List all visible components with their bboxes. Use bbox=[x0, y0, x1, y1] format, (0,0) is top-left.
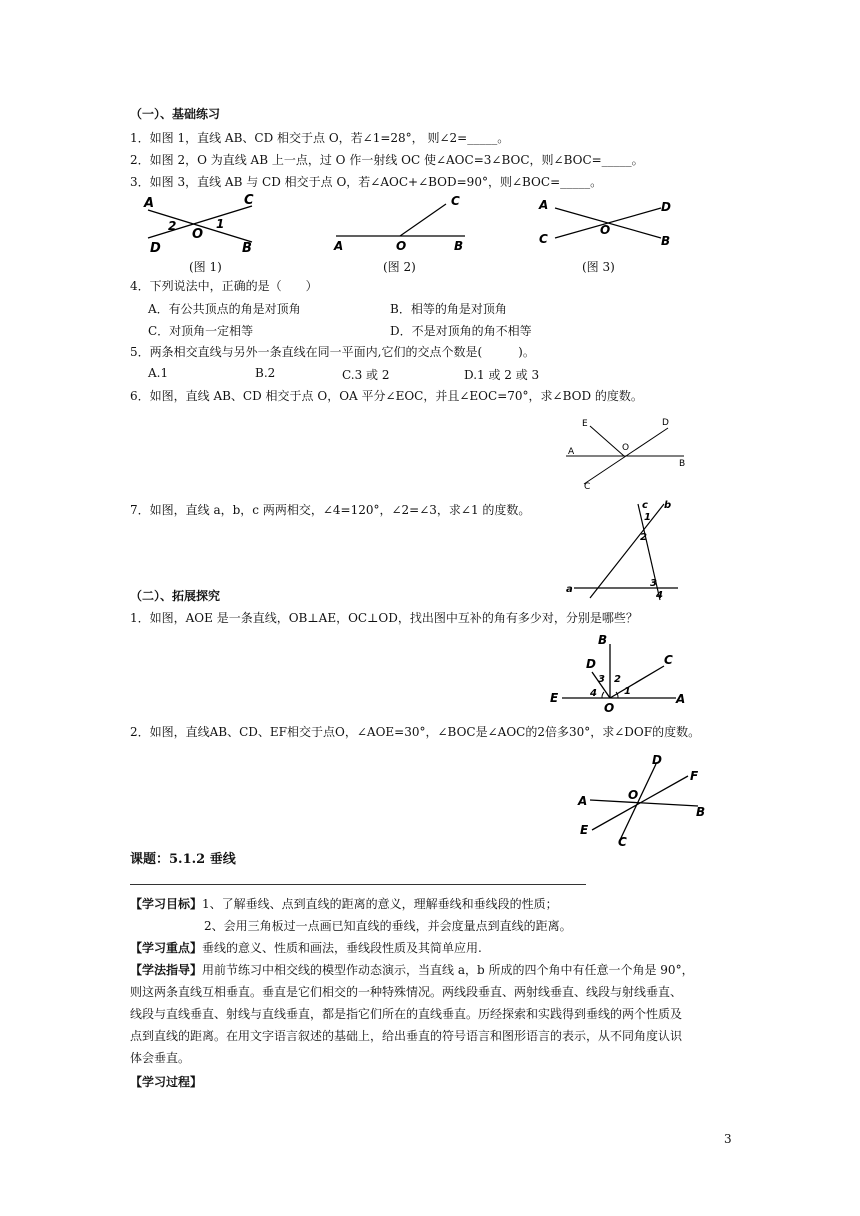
figq7-angle-2: 2 bbox=[640, 532, 647, 543]
question-4: 4．下列说法中，正确的是（ ） bbox=[130, 279, 318, 293]
figs1-label-E: E bbox=[550, 691, 559, 705]
fig2-label-C: C bbox=[451, 194, 460, 208]
fig1-angle-2: 2 bbox=[168, 219, 177, 233]
figq7-angle-1: 1 bbox=[644, 512, 651, 523]
question-2: 2．如图 2，O 为直线 AB 上一点，过 O 作一射线 OC 使∠AOC=3∠BOC，则∠BOC=_____。 bbox=[130, 153, 644, 167]
figs2-label-E: E bbox=[580, 823, 589, 837]
q5-option-a: A.1 bbox=[148, 366, 169, 380]
q5-option-c: C.3 或 2 bbox=[342, 368, 390, 382]
fig3-label-O: O bbox=[600, 223, 611, 237]
figure-extension-2 bbox=[574, 750, 714, 850]
figs2-label-F: F bbox=[690, 769, 699, 783]
study-guide-line-4: 点到直线的距离。在用文字语言叙述的基础上，给出垂直的符号语言和图形语言的表示，从不同角度认识 bbox=[130, 1029, 683, 1043]
figq7-label-b: b bbox=[664, 500, 672, 511]
fig1-label-O: O bbox=[192, 227, 204, 242]
figs2-label-O: O bbox=[628, 788, 639, 802]
figs1-angle-4: 4 bbox=[590, 688, 597, 699]
page-number: 3 bbox=[724, 1132, 732, 1146]
study-guide-line-3: 线段与直线垂直、射线与直线垂直，都是指它们所在的直线垂直。历经探索和实践得到垂线的两个性质及 bbox=[130, 1007, 683, 1021]
figq7-label-c: c bbox=[642, 500, 648, 511]
fig1-label-D: D bbox=[150, 241, 161, 254]
caption-fig-1: (图 1) bbox=[189, 260, 222, 274]
fig3-label-B: B bbox=[661, 234, 671, 248]
figq7-label-a: a bbox=[566, 584, 573, 595]
extension-question-1: 1．如图，AOE 是一条直线，OB⊥AE，OC⊥OD，找出图中互补的角有多少对，分别是哪些？ bbox=[130, 611, 638, 625]
figs1-label-C: C bbox=[664, 653, 673, 667]
figs2-label-A: A bbox=[578, 794, 588, 808]
figs1-label-D: D bbox=[586, 657, 596, 671]
figs2-label-D: D bbox=[652, 753, 662, 767]
fig2-label-B: B bbox=[454, 239, 464, 253]
fig2-label-O: O bbox=[396, 239, 407, 253]
fig1-label-B: B bbox=[242, 241, 252, 254]
lesson-title: 课题：5.1.2 垂线 bbox=[130, 852, 236, 867]
fig1-angle-1: 1 bbox=[216, 217, 225, 231]
question-7: 7．如图，直线 a，b，c 两两相交，∠4=120°，∠2=∠3，求∠1 的度数。 bbox=[130, 503, 531, 517]
extension-question-2: 2．如图，直线AB、CD、EF相交于点O，∠AOE=30°，∠BOC是∠AOC的2倍多30°，求∠DOF的度数。 bbox=[130, 725, 701, 739]
q4-option-c: C．对顶角一定相等 bbox=[148, 324, 254, 338]
fig1-label-C: C bbox=[244, 194, 254, 208]
fig1-label-A: A bbox=[144, 196, 155, 211]
q5-option-b: B.2 bbox=[255, 366, 276, 380]
figq6-label-B: B bbox=[679, 459, 686, 469]
figq6-label-C: C bbox=[584, 482, 591, 492]
question-3: 3．如图 3，直线 AB 与 CD 相交于点 O，若∠AOC+∠BOD=90°，则∠BOC=_____。 bbox=[130, 175, 603, 189]
learning-focus-label: 【学习重点】 bbox=[130, 941, 203, 955]
learning-goal-label: 【学习目标】 bbox=[130, 897, 203, 911]
figure-q7 bbox=[560, 496, 690, 606]
learning-focus-text: 垂线的意义、性质和画法，垂线段性质及其简单应用. bbox=[202, 941, 482, 955]
q5-option-d: D.1 或 2 或 3 bbox=[464, 368, 540, 382]
figs1-label-A: A bbox=[676, 692, 686, 706]
caption-fig-3: (图 3) bbox=[582, 260, 615, 274]
fig3-label-D: D bbox=[661, 200, 671, 214]
figs1-label-B: B bbox=[598, 633, 608, 647]
figs1-label-O: O bbox=[604, 701, 615, 712]
question-6: 6．如图，直线 AB、CD 相交于点 O，OA 平分∠EOC，并且∠EOC=70°，求∠BOD 的度数。 bbox=[130, 389, 643, 403]
section-title-basic: （一）、基础练习 bbox=[130, 107, 221, 121]
figs1-angle-2: 2 bbox=[614, 674, 621, 685]
study-guide-line-5: 体会垂直。 bbox=[130, 1051, 191, 1065]
figq7-angle-3: 3 bbox=[650, 578, 657, 589]
figs2-label-C: C bbox=[618, 835, 627, 849]
study-guide-line-1 bbox=[130, 962, 694, 978]
figq6-label-O: O bbox=[622, 443, 630, 453]
q4-option-d: D．不是对顶角的角不相等 bbox=[390, 324, 532, 338]
title-divider bbox=[130, 884, 586, 885]
question-1: 1．如图 1，直线 AB、CD 相交于点 O，若∠1=28°， 则∠2=_____。 bbox=[130, 131, 510, 145]
question-5: 5．两条相交直线与另外一条直线在同一平面内,它们的交点个数是( )。 bbox=[130, 345, 535, 359]
figure-extension-1 bbox=[548, 632, 693, 712]
figq6-label-A: A bbox=[568, 447, 575, 457]
learning-goal-2: 2、会用三角板过一点画已知直线的垂线，并会度量点到直线的距离。 bbox=[204, 919, 572, 933]
figs2-label-B: B bbox=[696, 805, 706, 819]
learning-goal-1 bbox=[130, 896, 558, 912]
study-guide-text-1: 用前节练习中相交线的模型作动态演示，当直线 a，b 所成的四个角中有任意一个角是 90°， bbox=[202, 963, 694, 977]
section-title-extension: （二）、拓展探究 bbox=[130, 589, 221, 603]
fig3-label-A: A bbox=[539, 198, 549, 212]
fig2-label-A: A bbox=[334, 239, 344, 253]
figure-1 bbox=[140, 194, 265, 254]
figq6-label-D: D bbox=[662, 418, 669, 428]
figq6-label-E: E bbox=[582, 419, 588, 429]
learning-focus bbox=[130, 940, 482, 956]
figure-q6 bbox=[562, 412, 692, 492]
learning-goal-text-1: 1、了解垂线、点到直线的距离的意义，理解垂线和垂线段的性质； bbox=[202, 897, 558, 911]
study-guide-label: 【学法指导】 bbox=[130, 963, 203, 977]
study-guide-line-2: 则这两条直线互相垂直。垂直是它们相交的一种特殊情况。两线段垂直、两射线垂直、线段与射线垂直、 bbox=[130, 985, 683, 999]
figq7-angle-4: 4 bbox=[656, 590, 663, 601]
figs1-angle-3: 3 bbox=[598, 674, 605, 685]
learning-process-label: 【学习过程】 bbox=[130, 1075, 203, 1089]
figure-3 bbox=[535, 194, 685, 254]
fig3-label-C: C bbox=[539, 232, 548, 246]
caption-fig-2: (图 2) bbox=[383, 260, 416, 274]
figs1-angle-1: 1 bbox=[624, 686, 631, 697]
q4-option-a: A．有公共顶点的角是对顶角 bbox=[148, 302, 301, 316]
q4-option-b: B．相等的角是对顶角 bbox=[390, 302, 507, 316]
figure-2 bbox=[330, 194, 480, 254]
